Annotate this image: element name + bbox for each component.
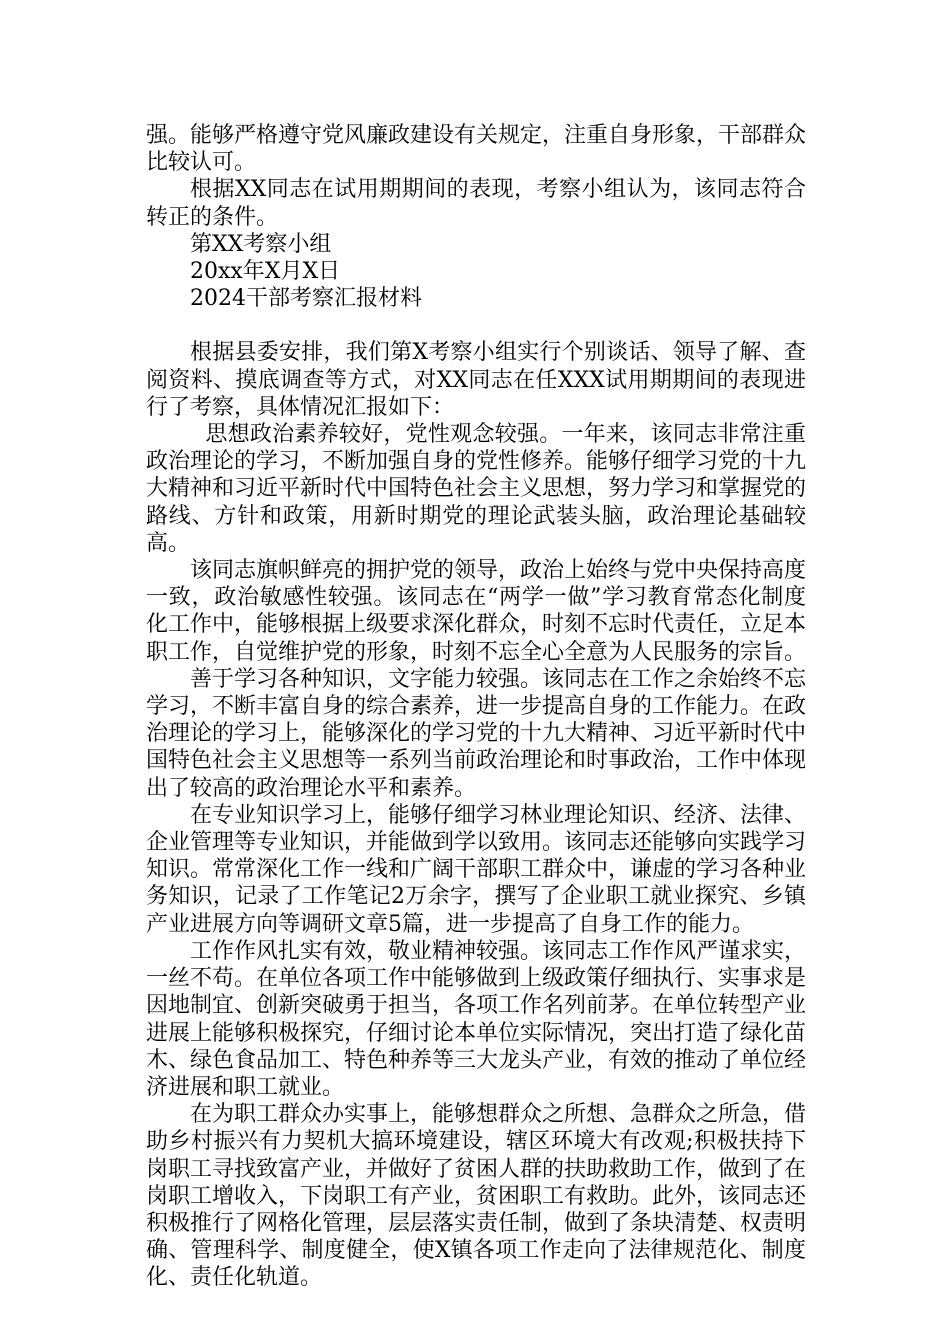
body-paragraph-political: 思想政治素养较好，党性观念较强。一年来，该同志非常注重政治理论的学习，不断加强自身的党性修养。能够仔细学习党的十九大精神和习近平新时代中国特色社会主义思想，努力学习和掌握党的路线、方针和政策，用新时期党的理论武装头脑，政治理论基础较高。 xyxy=(146,422,807,556)
document-page xyxy=(146,122,806,1292)
body-paragraph-work-style: 工作作风扎实有效，敬业精神较强。该同志工作作风严谨求实，一丝不苟。在单位各项工作中能够做到上级政策仔细执行、实事求是因地制宜、创新突破勇于担当，各项工作名列前茅。在单位转型产业进展上能够积极探究，仔细讨论本单位实际情况，突出打造了绿化苗木、绿色食品加工、特色种养等三大龙头产业，有效的推动了单位经济进展和职工就业。 xyxy=(146,938,807,1100)
body-paragraph-service: 在为职工群众办实事上，能够想群众之所想、急群众之所急，借助乡村振兴有力契机大搞环境建设，辖区环境大有改观;积极扶持下岗职工寻找致富产业，并做好了贫困人群的扶助救助工作，做到了在岗职工增收入，下岗职工有产业，贫困职工有救助。此外，该同志还积极推行了网格化管理，层层落实责任制，做到了条块清楚、权责明确、管理科学、制度健全，使X镇各项工作走向了法律规范化、制度化、责任化轨道。 xyxy=(146,1102,807,1291)
body-paragraph-intro: 根据县委安排，我们第X考察小组实行个别谈话、领导了解、查阅资料、摸底调查等方式，对XX同志在任XXX试用期期间的表现进行了考察，具体情况汇报如下： xyxy=(146,340,807,420)
signature-date: 20xx年X月X日 xyxy=(190,259,341,285)
body-paragraph-loyalty: 该同志旗帜鲜亮的拥护党的领导，政治上始终与党中央保持高度一致，政治敏感性较强。该同志在“两学一做”学习教育常态化制度化工作中，能够根据上级要求深化群众，时刻不忘时代责任，立足本职工作，自觉维护党的形象，时刻不忘全心全意为人民服务的宗旨。 xyxy=(146,558,807,665)
next-document-title: 2024干部考察汇报材料 xyxy=(190,286,422,312)
body-paragraph-professional: 在专业知识学习上，能够仔细学习林业理论知识、经济、法律、企业管理等专业知识，并能做到学以致用。该同志还能够向实践学习知识。常常深化工作一线和广阔干部职工群众中，谦虚的学习各种业务知识，记录了工作笔记2万余字，撰写了企业职工就业探究、乡镇产业进展方向等调研文章5篇，进一步提高了自身工作的能力。 xyxy=(146,802,807,937)
continuation-paragraph: 强。能够严格遵守党风廉政建设有关规定，注重自身形象，干部群众比较认可。 xyxy=(146,123,807,176)
body-paragraph-learning: 善于学习各种知识，文字能力较强。该同志在工作之余始终不忘学习，不断丰富自身的综合素养，进一步提高自身的工作能力。在政治理论的学习上，能够深化的学习党的十九大精神、习近平新时代中国特色社会主义思想等一系列当前政治理论和时事政治，工作中体现出了较高的政治理论水平和素养。 xyxy=(146,666,807,801)
conclusion-paragraph: 根据XX同志在试用期期间的表现，考察小组认为，该同志符合转正的条件。 xyxy=(146,177,806,230)
signature-group: 第XX考察小组 xyxy=(190,231,332,257)
